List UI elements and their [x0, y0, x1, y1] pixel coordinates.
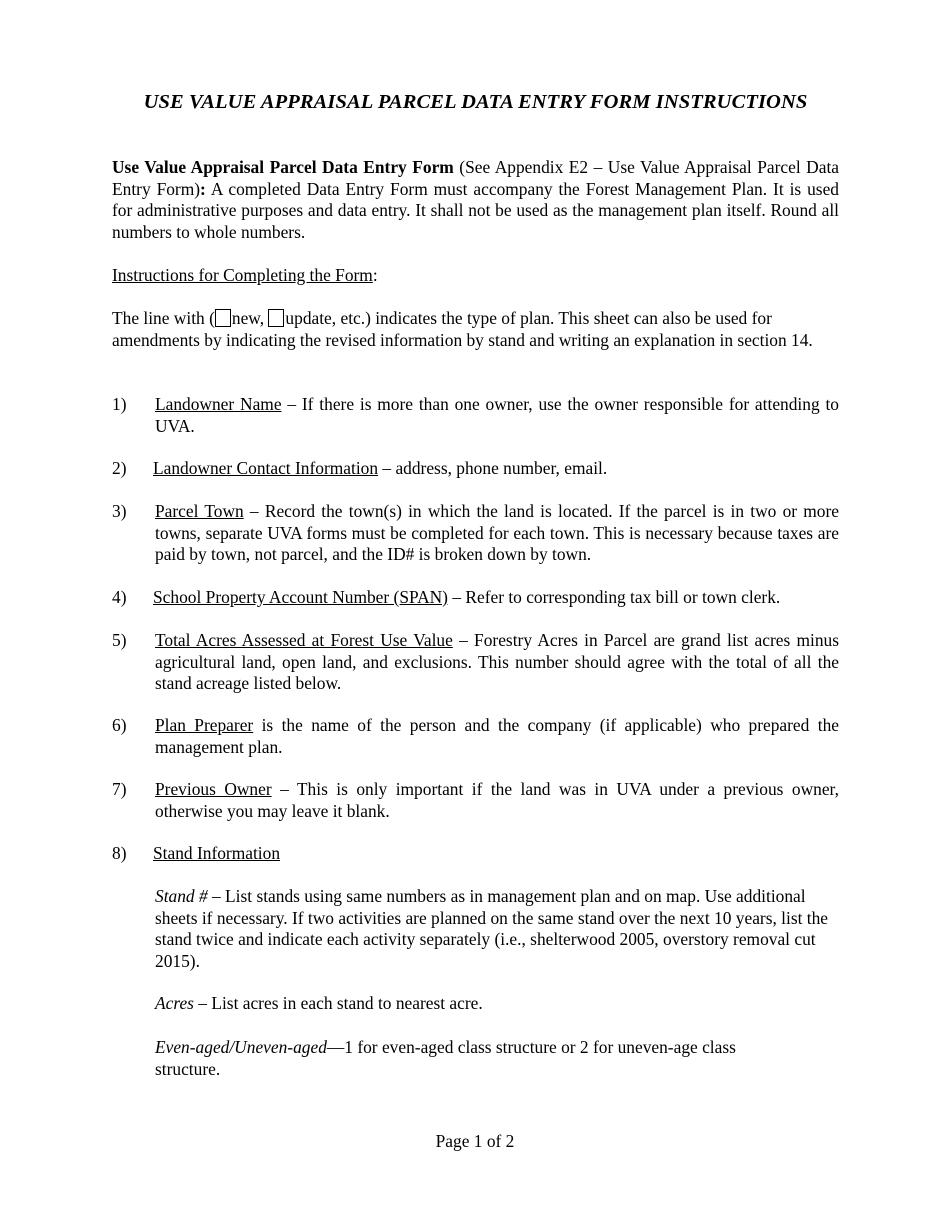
list-item-text: – This is only important if the land was in UVA under a previous owner, otherwise you may leave it blank.	[155, 779, 839, 821]
update-checkbox[interactable]	[268, 309, 284, 327]
list-item-text: is the name of the person and the company (if applicable) who prepared the management plan.	[155, 715, 839, 757]
list-item-6	[112, 715, 839, 758]
intro-bold-lead: Use Value Appraisal Parcel Data Entry Form	[112, 157, 454, 177]
page-footer: Page 1 of 2	[435, 1131, 515, 1151]
stand-number-term: Stand #	[155, 886, 208, 906]
stand-number-paragraph	[155, 886, 839, 972]
page-title: USE VALUE APPRAISAL PARCEL DATA ENTRY FORM INSTRUCTIONS	[143, 91, 808, 113]
list-item-number: 8)	[112, 843, 127, 863]
even-aged-paragraph	[155, 1037, 795, 1080]
plan-type-before: The line with (	[112, 308, 215, 328]
list-item-number: 5)	[112, 630, 127, 650]
acres-text: – List acres in each stand to nearest acre.	[193, 993, 483, 1013]
plan-type-paragraph	[112, 308, 839, 351]
list-item-term: Landowner Contact Information	[153, 458, 379, 478]
list-item-term: School Property Account Number (SPAN)	[153, 587, 448, 607]
list-item-text: – address, phone number, email.	[378, 458, 608, 478]
intro-paren: (See Appendix E2 – Use Value Appraisal Parcel Data Entry Form)	[112, 157, 839, 199]
plan-type-new-label: new,	[231, 308, 269, 328]
intro-colon: :	[200, 178, 206, 199]
list-item-2	[112, 458, 839, 480]
acres-term: Acres	[155, 993, 194, 1013]
list-item-term: Previous Owner	[155, 779, 272, 799]
intro-rest: A completed Data Entry Form must accompany the Forest Management Plan. It is used for administrative purposes and data entry. It shall not be used as the management plan itself. Round all numbers to whole numbers.	[112, 178, 839, 242]
list-item-term: Stand Information	[153, 843, 281, 863]
list-item-7	[112, 779, 839, 822]
list-item-4	[112, 587, 839, 609]
list-item-number: 2)	[112, 458, 127, 478]
acres-paragraph	[155, 993, 839, 1015]
list-item-text: – Record the town(s) in which the land is located. If the parcel is in two or more towns, separate UVA forms must be completed for each town. This is necessary because taxes are paid by town, not parcel, and the ID# is broken down by town.	[155, 501, 840, 564]
new-checkbox[interactable]	[215, 309, 231, 327]
stand-number-text: – List stands using same numbers as in management plan and on map. Use additional sheets if necessary. If two activities are planned on the same stand over the next 10 years, list the stand twice and indicate each activity separately (i.e., shelterwood 2005, overstory removal cut 2015).	[155, 886, 829, 971]
list-item-1	[112, 394, 839, 437]
intro-paragraph	[112, 157, 839, 243]
instructions-heading	[112, 265, 839, 287]
list-item-text: – Refer to corresponding tax bill or town clerk.	[447, 587, 781, 607]
list-item-term: Total Acres Assessed at Forest Use Value	[155, 630, 453, 650]
instructions-heading-text: Instructions for Completing the Form	[112, 265, 373, 285]
list-item-number: 7)	[112, 779, 127, 799]
list-item-number: 6)	[112, 715, 127, 735]
list-item-term: Plan Preparer	[155, 715, 254, 735]
list-item-8	[112, 843, 839, 865]
even-aged-term: Even-aged/Uneven-aged	[155, 1037, 327, 1057]
list-item-text: – Forestry Acres in Parcel are grand list acres minus agricultural land, open land, and exclusions. This number should agree with the total of all the stand acreage listed below.	[155, 630, 840, 693]
list-item-3	[112, 501, 839, 566]
list-item-number: 3)	[112, 501, 127, 521]
plan-type-update-label: update, etc.) indicates the type of plan. This sheet can also be used for amendments by indicating the revised information by stand and writing an explanation in section 14.	[112, 308, 813, 350]
even-aged-text: —1 for even-aged class structure or 2 for uneven-age class structure.	[155, 1037, 736, 1079]
list-item-term: Landowner Name	[155, 394, 282, 414]
list-item-text: – If there is more than one owner, use the owner responsible for attending to UVA.	[155, 394, 839, 436]
list-item-number: 1)	[112, 394, 127, 414]
list-item-term: Parcel Town	[155, 501, 244, 521]
instructions-heading-colon: :	[372, 265, 378, 285]
list-item-number: 4)	[112, 587, 127, 607]
list-item-5	[112, 630, 839, 695]
